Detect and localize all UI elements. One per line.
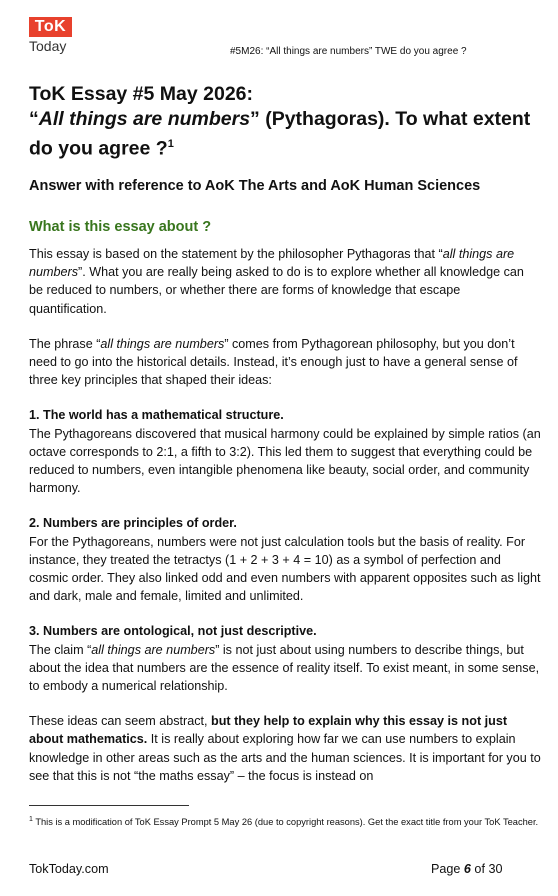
page-number (431, 862, 502, 876)
text-run: It is really about exploring how far we can use numbers to explain knowledge in other areas such as the arts and the human sciences. It is important for you to see that this is not “the maths essay” – the focus is instead on (29, 732, 541, 783)
running-header: #5M26: “All things are numbers” TWE do you agree ? (230, 46, 467, 57)
principle-2-heading (29, 514, 541, 532)
principle-heading: 3. Numbers are ontological, not just descriptive. (29, 624, 317, 639)
logo-tok-badge: ToK (29, 17, 72, 37)
section-heading: What is this essay about ? (29, 219, 212, 235)
page-total: 30 (488, 862, 503, 876)
title-quote: All things are numbers (38, 108, 251, 130)
italic-quote: all things are numbers (100, 336, 225, 351)
principle-1-heading (29, 406, 541, 424)
principle-heading: 1. The world has a mathematical structure. (29, 408, 284, 423)
page-subtitle: Answer with reference to AoK The Arts and AoK Human Sciences (29, 178, 481, 194)
title-rest: (Pythagoras). To what extent do you agree ? (29, 108, 531, 160)
footnote-divider (29, 805, 189, 806)
title-footnote-mark: 1 (167, 138, 174, 150)
bold-emphasis: but they help to explain why this essay is not just about mathematics. (29, 714, 508, 747)
principle-1-text: The Pythagoreans discovered that musical harmony could be explained by simple ratios (an octave corresponds to 2:1, a fifth to 3:2). This led them to suggest that everything could be reduced to numbers, even intangible phenomena like beauty, social order, and community harmony. (29, 426, 541, 496)
essay-body (29, 245, 541, 802)
text-run: ” is not just about using numbers to describe things, but about the idea that numbers are the essence of reality itself. To exist meant, in some sense, to embody a numerical relationship. (29, 642, 540, 694)
title-quote-open: “ (29, 108, 39, 130)
text-run: These ideas can seem abstract, (29, 714, 212, 729)
text-run: ”. What you are really being asked to do is to explore whether all knowledge can be reduced to numbers, or whether there are forms of knowledge that escape quantification. (29, 265, 524, 316)
paragraph-intro (29, 245, 541, 318)
page-title (29, 82, 534, 162)
toktoday-logo (29, 17, 73, 54)
text-run: This essay is based on the statement by the philosopher Pythagoras that “ (29, 247, 443, 261)
italic-quote: all things are numbers (29, 247, 515, 280)
paragraph-phrase (29, 335, 541, 390)
text-run: ” comes from Pythagorean philosophy, but you don’t need to go into the historical details. Instead, it’s enough just to have a general sense of three key principles that shaped their ideas: (29, 336, 518, 388)
footer-site: TokToday.com (29, 862, 109, 876)
principle-3-text (29, 641, 541, 696)
principle-2-text: For the Pythagoreans, numbers were not just calculation tools but the basis of reality. For instance, they treated the tetractys (1 + 2 + 3 + 4 = 10) as a symbol of perfection and cosmic order. They also linked odd and even numbers with apparent opposites such as light and dark, male and female, limited and unlimited. (29, 534, 541, 604)
footnote-mark: 1 (29, 816, 33, 823)
italic-quote: all things are numbers (91, 642, 216, 657)
page-of: of (470, 862, 489, 876)
page-current: 6 (463, 862, 471, 876)
text-run: The claim “ (29, 642, 92, 657)
paragraph-conclusion (29, 712, 541, 785)
text-run: The phrase “ (29, 336, 101, 351)
title-quote-close: ” (250, 108, 260, 130)
title-line1: ToK Essay #5 May 2026: (29, 83, 254, 105)
page-label: Page (431, 862, 464, 876)
footnote-text: This is a modification of ToK Essay Prompt 5 May 26 (due to copyright reasons). Get the exact title from your ToK Teacher. (32, 817, 539, 828)
principle-3-heading (29, 622, 541, 640)
footnote (29, 814, 539, 829)
principle-heading: 2. Numbers are principles of order. (29, 516, 237, 531)
logo-today-text: Today (29, 38, 67, 54)
